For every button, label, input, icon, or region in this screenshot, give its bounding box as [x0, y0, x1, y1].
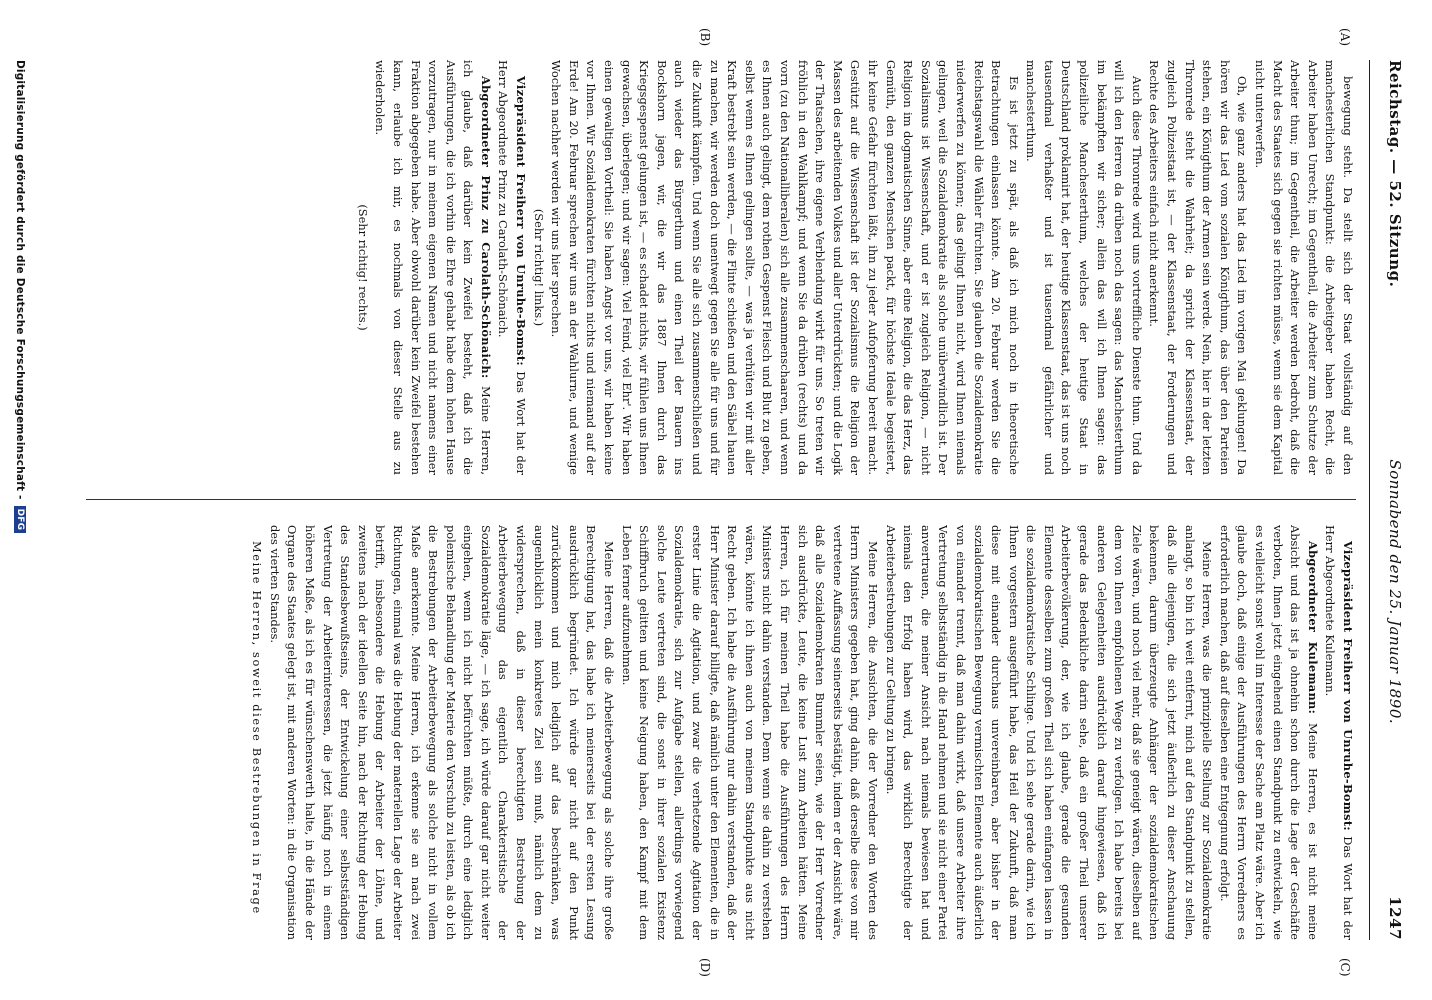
- carolath-reaction: (Sehr richtig! rechts.): [355, 204, 370, 331]
- margin-marker-b: (B): [698, 28, 712, 47]
- left-column: [56, 60, 1356, 475]
- speech-text: Meine Herren, es ist nicht meine Absicht und das ist ja ohnehin schon durch die Lage der Geschäfte verboten, Ihnen jetzt eingehend einen Standpunkt zu entwickeln, wie es vielleicht sonst wohl im Interesse der Sache am Platz wäre. Aber ich glaube doch, daß einige der Ausführungen des Herrn Vorredners es erforderlich machen, daß auf dieselben eine Entgegnung erfolgt.: [1217, 525, 1320, 940]
- header-left: Reichstag. — 52. Sitzung.: [1386, 60, 1404, 288]
- speaker-name: Vizepräsident Freiherr von Unruhe-Bomst:: [1341, 541, 1355, 831]
- speech-text: Meine Herren, ich glaube, daß darüber kein Zweifel besteht, daß ich die Ausführungen, die ich vorhin die Ehre gehabt habe dem hohen Hause vorzutragen, nur in meinem eigenen Namen und nicht namens einer Fraktion abgegeben habe. Aber obwohl darüber kein Zweifel bestehen kann, erlaube ich mir, es nochmals von dieser Stelle aus zu wiederholen.: [373, 60, 493, 475]
- header-rule: [1369, 60, 1370, 940]
- digitization-credit: [14, 60, 26, 533]
- dfg-logo: DFG: [14, 506, 26, 534]
- right-column: [56, 525, 1356, 940]
- carolath-speech: [371, 60, 494, 475]
- left-reaction: (Sehr richtig! links.): [531, 208, 546, 327]
- margin-marker-a: (A): [1338, 28, 1352, 47]
- vp-intro-2: [1321, 525, 1356, 940]
- kulemann-paragraph: Meine Herren, daß die Arbeiterbewegung als solche ihre große Berechtigung hat, das habe ich meinerseits bei der ersten Lesung ausdrücklich begründet. Ich würde gar nicht auf den Punkt zurückkommen und mich lediglich auf das beschränken, was augenblicklich mein konkretes Ziel sein muß, nämlich dem zu widersprechen, daß in dieser berechtigten Bestrebung der Arbeiterbewegung das eigentlich Charakteristische der Sozialdemokratie läge, — ich sage, ich würde darauf gar nicht weiter eingehen, wenn ich nicht befürchten müßte, durch eine lediglich polemische Behandlung der Materie den Vorschub zu leisten, als ob ich die Bestrebungen der Arbeiterbewegung als solche nicht in vollem Maße anerkennte. Meine Herren, ich erkenne sie an nach zwei Richtungen, einmal was die Hebung der materiellen Lage der Arbeiter betrifft, insbesondere die Hebung der Arbeiter der Löhne, und zweitens nach der ideellen Seite hin, nach der Richtung der Hebung des Standesbewußtseins, der Entwickelung einer selbstständigen Vertretung der Arbeiterinteressen, die jetzt häufig noch in einem höheren Maße, als ich es für wünschenswerth halte, in die Hände der Organe des Staates gelegt ist, mit anderen Worten: in die Organisation des vierten Standes.: [267, 525, 617, 940]
- left-paragraph: Es ist jetzt zu spät, als daß ich mich noch in theoretische Betrachtungen einlassen könnte. Am 20. Februar werden Sie die Reichstagswahl die Wähler fürchten. Sie glauben die Sozialdemokratie niederwerfen zu können; das gelingt Ihnen nicht, wird Ihnen niemals gelingen, weil die Sozialdemokratie als solche unüberwindlich ist. Der Sozialismus ist Wissenschaft, und er ist zugleich Religion, — nicht Religion im dogmatischen Sinne, aber eine Religion, die das Herz, das Gemüth, den ganzen Menschen packt, für höchste Ideale begeistert, ihr keine Gefahr fürchten läßt, ihn zu jeder Aufopferung bereit macht. Gestützt auf die Wissenschaft ist der Sozialismus die Religion der Massen des arbeitenden Volkes und aller Unterdrückten; und die Logik der Thatsachen, ihre eigene Verblendung wirkt für uns. So treten wir fröhlich in den Wahlkampf; und wenn Sie da drüben (rechts) und da vorn (zu den Nationalliberalen) sich alle zusammenschaaren, und wenn es Ihnen auch gelingt, dem rothen Gespenst Fleisch und Blut zu geben, selbst wenn es Ihnen gelingen sollte, — was ja verhüten wir mit aller Kraft bestrebt sein werden, — die Flinte schießen und den Säbel hauen zu machen, wir werden doch unentwegt gegen Sie alle für uns und für die Zukunft kämpfen. Und wenn Sie alle sich zusammenschließen und auch wieder das Bürgerthum und einen Theil der Bauern ins Bockshorn jagen, wir, die wir das 1887 Ihnen durch das Kriegsgespenst gelungen ist, — es schadet nichts, wir fühlen uns Ihnen gewachsen, überlegen; und wir sagen: Viel Feind, viel Ehr'. Wir haben einen gewaltigen Vortheil: Sie haben Angst vor uns, wir haben keine vor Ihnen. Wir Sozialdemokraten fürchten nichts und niemand auf der Erde! Am 20. Februar sprechen wir uns an der Wahlurne, und wenige Wochen nachher werden wir uns hier sprechen.: [549, 60, 1021, 475]
- speaker-name: Vizepräsident Freiherr von Unruhe-Bomst:: [514, 76, 529, 366]
- vp-intro-1: [494, 60, 529, 475]
- page-number: 1247: [1386, 896, 1404, 940]
- speech-text: Das Wort hat der Herr Abgeordnete Prinz zu Carolath-Schönaich.: [496, 60, 529, 475]
- header-date: Sonnabend den 25. Januar 1890.: [1386, 459, 1404, 725]
- kulemann-paragraph: Meine Herren, die Ansichten, die der Vorredner den Worten des Herrn Ministers gegeben hat, ging dahin, daß derselbe diese von mir vertretene Auffassung seinerseits bestätigt, indem er der Ansicht wäre, daß alle Sozialdemokraten Bummler seien, wie der Herr Vorredner sich ausdrückte, Leute, die keine Lust zum Arbeiten hätten. Meine Herren, ich für meinen Theil habe die Ausführungen des Herrn Ministers nicht dahin verstanden. Denn wenn sie dahin zu verstehen wären, könnte ich ihnen auch von meinem Standpunkte aus nicht Recht geben. Ich habe die Ausführung nur dahin verstanden, daß der Herr Minister darauf billigte, daß nämlich unter den Elementen, die in erster Linie die Agitation, und zwar die verhetzende Agitation der Sozialdemokratie, sich zur Aufgabe stellen, allerdings vorwiegend solche Leute vertreten sind, die sonst in ihrer sozialen Existenz Schiffbruch gelitten und keine Neigung haben, den Kampf mit dem Leben ferner aufzunehmen.: [619, 525, 880, 940]
- speech-text: Das Wort hat der Herr Abgeordnete Kulemann.: [1323, 525, 1355, 940]
- page-header: [1374, 60, 1404, 940]
- column-separator: [86, 499, 1356, 500]
- left-paragraph: Oh, wie ganz anders hat das Lied im vorigen Mai geklungen! Da hören wir das Lied vom sozialen Königthum, das über den Parteien stehen, ein Königthum der Armen sein werde. Nein, hier in der letzten Thronrede steht die Wahrheit; da spricht der Klassenstaat, der zugleich Polizeistaat ist, — der Klassenstaat, der Forderungen und Rechte des Arbeiters einfach nicht anerkennt.: [1147, 60, 1250, 475]
- kulemann-speech-start: [1215, 525, 1321, 940]
- left-paragraph: Auch diese Thronrede wird uns vortreffliche Dienste thun. Und da will ich den Herren da drüben noch das sagen: das Manchesterthum im bekämpften wir sicher; allein das will ich Ihnen sagen: das polizeiliche Manchesterthum, welches der heutige Staat in Deutschland proklamirt hat, der heutige Klassenstaat, das ist uns noch tausendmal verhaßter und ist tausendmal gefährlicher und manchesterthum.: [1024, 60, 1144, 475]
- speaker-name: Abgeordneter Prinz zu Carolath-Schönaich:: [478, 76, 493, 379]
- left-paragraph: bewegung steht. Da stellt sich der Staat vollständig auf den manchesterlichen Standpunkt: die Arbeitgeber haben Recht, die Arbeiter haben Unrecht; im Gegentheil, die Arbeiter zum Schutze der Arbeiter thun; im Gegentheil, die Arbeiter werden bedroht, daß die Macht des Staates sich gegen sie richten müsse, wenn sie dem Kapital nicht unterwerfen.: [1253, 60, 1355, 475]
- margin-marker-d: (D): [698, 958, 712, 977]
- speaker-name: Abgeordneter Kulemann:: [1305, 541, 1320, 715]
- margin-marker-c: (C): [1338, 958, 1352, 977]
- credit-text: Digitalisierung gefördert durch die Deutsche Forschungsgemeinschaft -: [14, 60, 26, 500]
- kulemann-paragraph: Meine Herren, soweit diese Bestrebungen in Frage: [250, 541, 265, 915]
- kulemann-paragraph: Meine Herren, was die prinzipielle Stellung zur Sozialdemokratie anlangt, so bin ich weit entfernt, mich auf den Standpunkt zu stellen, daß alle diejenigen, die sich jetzt äußerlich zu dieser Anschauung bekennen, darum überzeugte Anhänger der sozialdemokratischen Ziele wären, und noch viel mehr, daß sie geneigt wären, dieselben auf dem von Ihnen empfohlenen Wege zu verfolgen. Ich habe bereits bei anderen Gelegenheiten ausdrücklich darauf hingewiesen, daß ich gerade das Bedenkliche darin sehe, daß ein großer Theil unserer Arbeiterbevölkerung, der, wie ich glaube, gerade die gesunden Elemente desselben zum großen Theil sich haben einfangen lassen in die sozialdemokratische Schlinge. Und ich sehe gerade darin, wie ich Ihnen vorgestern ausgeführt habe, das Heil der Zukunft, daß man diese mit einander durchaus unvereinbaren, aber bisher in der sozialdemokratischen Bewegung vermischten Elemente auch äußerlich von einander trennt, daß man dahin wirkt, daß unsere Arbeiter ihre Vertretung selbstständig in die Hand nehmen und sie nicht einer Partei anvertrauen, die meiner Ansicht nach niemals bewiesen hat und niemals den Erfolg haben wird, das wirklich Berechtigte der Arbeiterbestrebungen zur Geltung zu bringen.: [883, 525, 1215, 940]
